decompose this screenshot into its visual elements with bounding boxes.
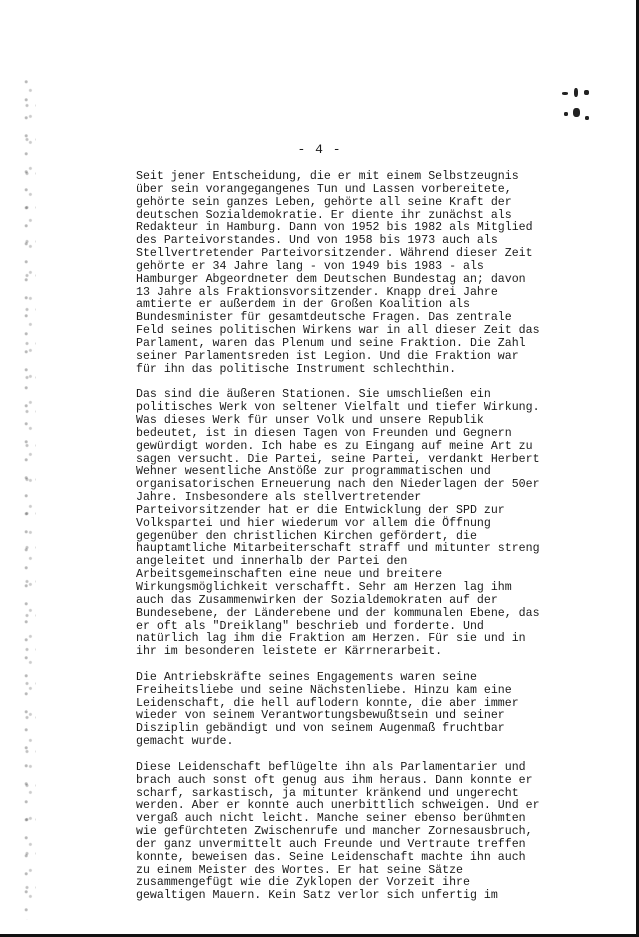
text-line: Leidenschaft, die hell auflodern konnte, die aber immer — [136, 696, 519, 710]
text-line: des Parteivorstandes. Und von 1958 bis 1973 auch als — [136, 234, 498, 248]
text-line: politisches Werk von seltener Vielfalt und tiefer Wirkung. — [136, 401, 540, 415]
corner-scan-marks — [560, 86, 594, 130]
text-line: Parlament, waren das Plenum und seine Fraktion. Die Zahl — [136, 336, 526, 350]
text-line: gehörte sein ganzes Leben, gehörte all seine Kraft der — [136, 195, 512, 209]
text-line: Seit jener Entscheidung, die er mit einem Selbstzeugnis — [136, 170, 519, 183]
text-line: werden. Aber er konnte auch unerbittlich schweigen. Und er — [136, 799, 540, 813]
text-line: Hamburger Abgeordneter dem Deutschen Bundestag an; davon — [136, 272, 526, 286]
paragraph — [136, 171, 556, 377]
text-line: wie gefürchteten Zwischenrufe und mancher Zornesausbruch, — [136, 825, 533, 839]
text-line: Volkspartei und hier wiederum vor allem die Öffnung — [136, 516, 491, 530]
body-text — [136, 171, 556, 916]
text-line: gegenüber den christlichen Kirchen gefördert, die — [136, 529, 477, 543]
text-line: Arbeitsgemeinschaften eine neue und breitere — [136, 568, 443, 582]
text-line: Feld seines politischen Wirkens war in all dieser Zeit das — [136, 324, 540, 338]
text-line: für ihn das politische Instrument schlechthin. — [136, 362, 457, 376]
text-line: Wehner wesentliche Anstöße zur programmatischen und — [136, 465, 491, 479]
scan-edge-noise — [22, 80, 36, 920]
text-line: Bundesebene, der Länderebene und der kommunalen Ebene, das — [136, 606, 540, 620]
paragraph — [136, 672, 556, 749]
text-line: bedeutet, ist in diesen Tagen von Freunden und Gegnern — [136, 426, 512, 440]
text-line: Jahre. Insbesondere als stellvertretender — [136, 491, 422, 505]
text-line: konnte, beweisen das. Seine Leidenschaft machte ihn auch — [136, 850, 526, 864]
text-line: zu einem Meister des Wortes. Er hat seine Sätze — [136, 863, 463, 877]
text-line: sagen versucht. Die Partei, seine Partei, verdankt Herbert — [136, 452, 540, 466]
page-number: - 4 - — [297, 142, 342, 157]
text-line: Wirkungsmöglichkeit verschafft. Sehr am Herzen lag ihm — [136, 581, 512, 594]
text-line: Bundesminister für gesamtdeutsche Fragen. Das zentrale — [136, 311, 512, 325]
text-line: angeleitet und innerhalb der Partei den — [136, 555, 408, 569]
text-line: wieder von seinem Verantwortungsbewußtsein und seiner — [136, 709, 505, 723]
text-line: Was dieses Werk für unser Volk und unsere Republik — [136, 414, 484, 428]
text-line: scharf, sarkastisch, ja mitunter kränkend und ungerecht — [136, 786, 519, 800]
paragraph — [136, 762, 556, 903]
text-line: brach auch sonst oft genug aus ihm heraus. Dann konnte er — [136, 773, 533, 787]
text-line: Freiheitsliebe und seine Nächstenliebe. Hinzu kam eine — [136, 683, 512, 697]
text-line: seiner Parlamentsreden ist Legion. Und die Fraktion war — [136, 349, 519, 363]
text-line: Stellvertretender Parteivorsitzender. Während dieser Zeit — [136, 247, 533, 261]
text-line: gewürdigt worden. Ich habe es zu Eingang auf meine Art zu — [136, 439, 533, 453]
text-line: organisatorischen Erneuerung nach den Niederlagen der 50er — [136, 478, 540, 492]
text-line: zusammengefügt wie die Zyklopen der Vorzeit ihre — [136, 876, 470, 890]
text-line: Redakteur in Hamburg. Dann von 1952 bis 1982 als Mitglied — [136, 221, 533, 235]
text-line: auch das Zusammenwirken der Sozialdemokraten auf der — [136, 593, 498, 607]
text-line: Parteivorsitzender hat er die Entwicklung der SPD zur — [136, 503, 505, 517]
text-line: 13 Jahre als Fraktionsvorsitzender. Knapp drei Jahre — [136, 285, 498, 299]
text-line: über sein vorangegangenes Tun und Lassen vorbereitete, — [136, 182, 512, 196]
text-line: er oft als "Dreiklang" beschrieb und forderte. Und — [136, 619, 484, 633]
text-line: der ganz unvermittelt auch Freunde und Vertraute treffen — [136, 837, 526, 851]
text-line: amtierte er außerdem in der Großen Koalition als — [136, 298, 470, 312]
text-line: gewaltigen Mauern. Kein Satz verlor sich unfertig im — [136, 889, 498, 903]
text-line: gemacht wurde. — [136, 735, 234, 749]
text-line: Das sind die äußeren Stationen. Sie umschließen ein — [136, 388, 491, 402]
text-line: vergaß auch nicht leicht. Manche seiner ebenso berühmten — [136, 812, 526, 826]
text-line: gehörte er 34 Jahre lang - von 1949 bis 1983 - als — [136, 259, 484, 273]
text-line: Disziplin gebändigt und von seinem Augenmaß fruchtbar — [136, 722, 505, 736]
text-line: ihr im besonderen leistete er Kärrnerarbeit. — [136, 645, 443, 659]
text-line: Die Antriebskräfte seines Engagements waren seine — [136, 670, 477, 684]
text-line: deutschen Sozialdemokratie. Er diente ihr zunächst als — [136, 208, 512, 222]
text-line: natürlich lag ihm die Fraktion am Herzen. Für sie und in — [136, 632, 526, 646]
text-line: Diese Leidenschaft beflügelte ihn als Parlamentarier und — [136, 760, 526, 774]
text-line: hauptamtliche Mitarbeiterschaft straff und mitunter streng — [136, 542, 540, 556]
paragraph — [136, 389, 556, 659]
